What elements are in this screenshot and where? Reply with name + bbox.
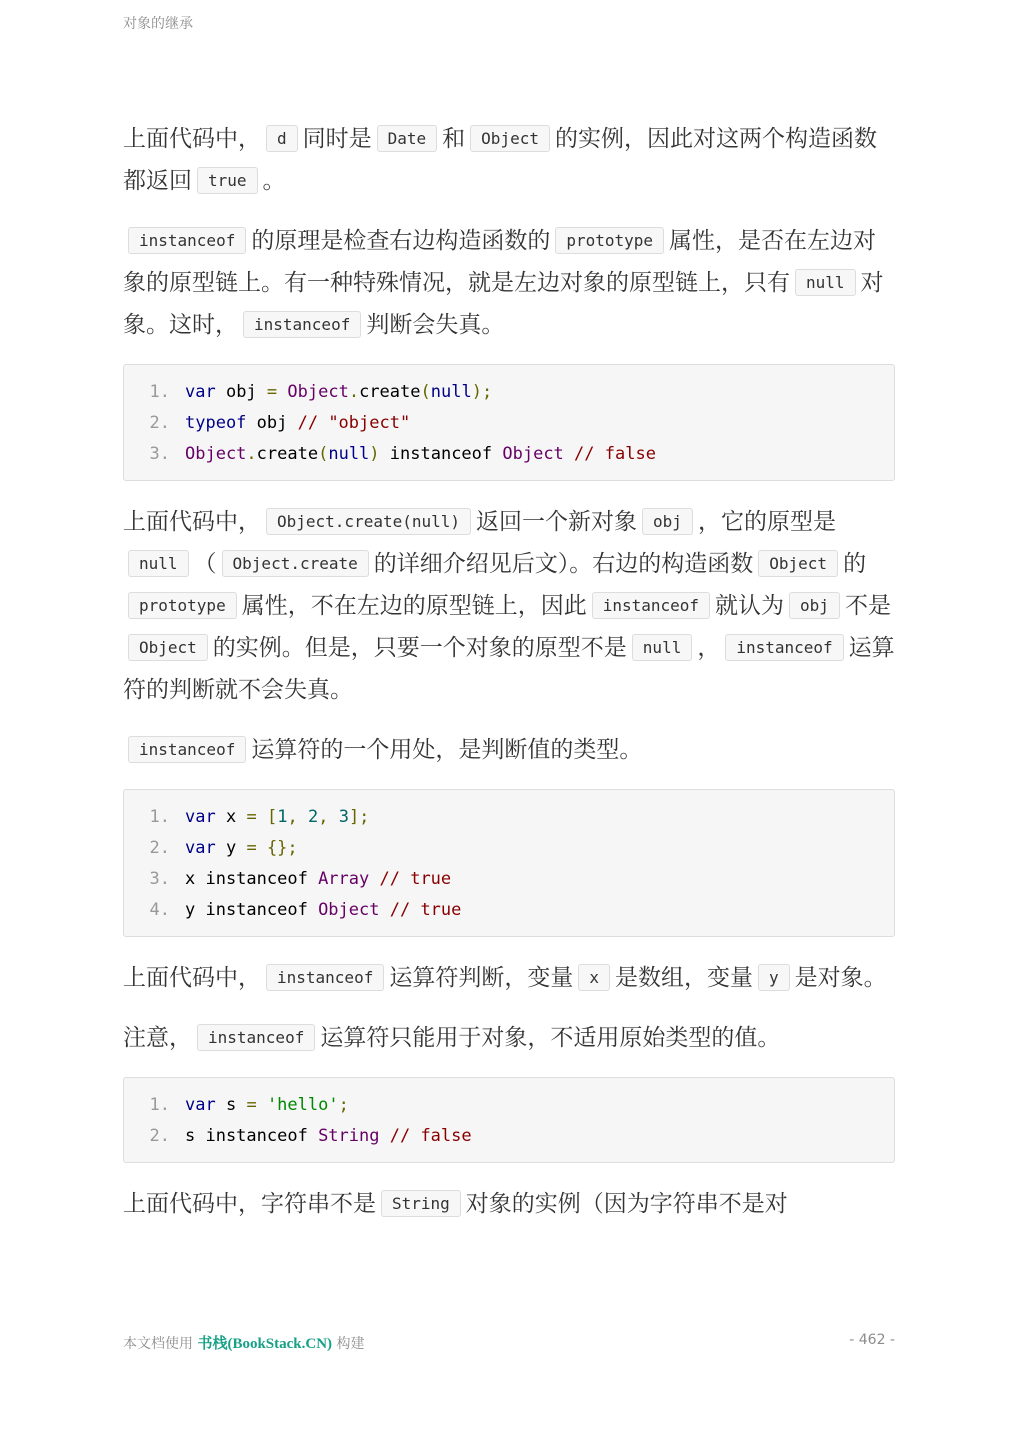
code-token: // true [389,900,462,920]
code-line [124,1121,894,1152]
inline-code: d [266,125,298,152]
text-run: 是对象。 [794,965,887,991]
code-token: ( [420,382,431,402]
text-run: 的实例。但是，只要一个对象的原型不是 [212,635,627,661]
inline-code: y [758,964,790,991]
code-token: ); [471,382,493,402]
text-run: 。 [262,168,286,194]
text-run: 注意， [123,1025,192,1051]
line-number: 1. [149,807,170,827]
text-run: ， [697,635,721,661]
paragraph-5 [123,957,895,999]
text-run: 的实例，因此对这两个构造函数都返回 [123,126,877,194]
code-token: ]; [348,807,370,827]
inline-code: x [578,964,610,991]
code-token: var [185,838,216,858]
code-block-3 [123,1077,895,1163]
code-block-1 [123,364,895,481]
paragraph-7 [123,1183,895,1225]
code-token: create [256,444,319,464]
text-run: 属性，是否在左边对象的原型链上。有一种特殊情况，就是左边对象的原型链上，只有 [123,228,877,296]
code-token [257,833,267,864]
text-run: 同时是 [302,126,372,152]
inline-code: instanceof [243,311,361,338]
code-token: 3 [338,807,349,827]
inline-code: Object [470,125,550,152]
code-token: . [246,444,257,464]
footer-suffix: 构建 [332,1336,365,1352]
code-token: , [287,807,298,827]
code-token: s instanceof [185,1126,319,1146]
code-token: Array [318,869,370,889]
code-token: Object [287,382,349,402]
text-run: 属性，不在左边的原型链上，因此 [241,593,587,619]
text-run: 是数组，变量 [614,965,753,991]
code-token [369,864,379,895]
code-token: obj [246,413,298,433]
inline-code: null [795,269,856,296]
code-token: 2 [307,807,319,827]
code-token: // false [389,1126,472,1146]
code-token: = [246,1095,257,1115]
code-token [328,802,338,833]
code-token [257,802,267,833]
code-block-2 [123,789,895,937]
code-token: . [348,382,360,402]
code-token: String [318,1126,380,1146]
code-token: // "object" [297,413,411,433]
paragraph-6 [123,1017,895,1059]
code-token [379,895,389,926]
code-line [124,833,894,864]
paragraph-4 [123,729,895,771]
code-line [124,802,894,833]
code-token: // true [379,869,452,889]
code-token: 1 [277,807,288,827]
code-token: y instanceof [185,900,319,920]
code-line [124,408,894,439]
code-token: var [185,382,216,402]
line-number: 3. [149,869,170,889]
code-token: typeof [185,413,247,433]
code-token: x instanceof [185,869,319,889]
footer-prefix: 本文档使用 [123,1336,198,1352]
code-token: instanceof [379,444,503,464]
code-token: = [266,382,278,402]
text-run: 的原理是检查右边构造函数的 [251,228,551,254]
code-token: create [359,382,421,402]
line-number: 3. [149,444,170,464]
inline-code: null [632,634,693,661]
paragraph-3 [123,501,895,711]
code-token: 'hello' [266,1095,339,1115]
code-token: obj [215,382,267,402]
inline-code: Object [758,550,838,577]
code-token: = [246,838,257,858]
code-line [124,1090,894,1121]
code-line [124,377,894,408]
code-token: s [215,1095,247,1115]
inline-code: Object.create [222,550,369,577]
inline-code: prototype [555,227,664,254]
code-line [124,864,894,895]
inline-code: obj [642,508,693,535]
line-number: 2. [149,1126,170,1146]
code-token: Object [502,444,564,464]
code-token: {}; [266,838,298,858]
inline-code: prototype [128,592,237,619]
code-token: var [185,807,216,827]
code-token: Object [318,900,380,920]
inline-code: true [197,167,258,194]
footer-credit [123,1332,365,1353]
code-token: , [318,807,329,827]
code-line [124,895,894,926]
code-token [379,1121,389,1152]
text-run: 上面代码中， [123,965,261,991]
text-run: 运算符判断，变量 [389,965,574,991]
text-run: 和 [442,126,466,152]
code-token: ) [369,444,380,464]
code-token: var [185,1095,216,1115]
line-number: 4. [149,900,170,920]
code-token [277,377,287,408]
inline-code: obj [789,592,840,619]
inline-code: instanceof [592,592,710,619]
code-line [124,439,894,470]
text-run: ，它的原型是 [697,509,836,535]
inline-code: String [381,1190,461,1217]
code-token: ( [318,444,329,464]
bookstack-link[interactable]: 书栈(BookStack.CN) [197,1336,333,1352]
code-token: [ [266,807,278,827]
inline-code: instanceof [197,1024,315,1051]
code-token: = [246,807,257,827]
line-number: 1. [149,1095,170,1115]
text-run: 的 [843,551,867,577]
paragraph-2 [123,220,895,346]
code-token: ; [338,1095,349,1115]
page-header-title: 对象的继承 [123,16,193,32]
line-number: 2. [149,838,170,858]
inline-code: Object.create(null) [266,508,471,535]
code-token: // false [574,444,656,464]
code-token: Object [185,444,247,464]
code-token: y [215,838,247,858]
code-token [257,1090,267,1121]
line-number: 2. [149,413,170,433]
code-token: null [328,444,370,464]
text-run: 对象的实例（因为字符串不是对 [465,1191,788,1217]
text-run: 就认为 [715,593,785,619]
text-run: 返回一个新对象 [476,509,638,535]
code-token [298,802,308,833]
inline-code: null [128,550,189,577]
text-run: 运算符的判断就不会失真。 [123,635,895,703]
paragraph-1 [123,118,895,202]
inline-code: instanceof [128,736,246,763]
text-run: 运算符的一个用处，是判断值的类型。 [251,737,643,763]
code-token [564,439,574,470]
text-run: 运算符只能用于对象，不适用原始类型的值。 [320,1025,781,1051]
inline-code: Date [377,125,438,152]
text-run: 的详细介绍见后文）。右边的构造函数 [373,551,754,577]
inline-code: instanceof [128,227,246,254]
text-run: 不是 [844,593,891,619]
text-run: 上面代码中，字符串不是 [123,1191,376,1217]
line-number: 1. [149,382,170,402]
text-run: 上面代码中， [123,126,261,152]
text-run: 对象。这时， [123,270,884,338]
document-content [123,118,895,1243]
inline-code: Object [128,634,208,661]
page-number: - 462 - [849,1332,895,1348]
code-token: x [215,807,247,827]
text-run: 上面代码中， [123,509,261,535]
inline-code: instanceof [266,964,384,991]
code-token: null [430,382,472,402]
text-run: 判断会失真。 [366,312,505,338]
text-run: （ [193,551,217,577]
inline-code: instanceof [725,634,843,661]
